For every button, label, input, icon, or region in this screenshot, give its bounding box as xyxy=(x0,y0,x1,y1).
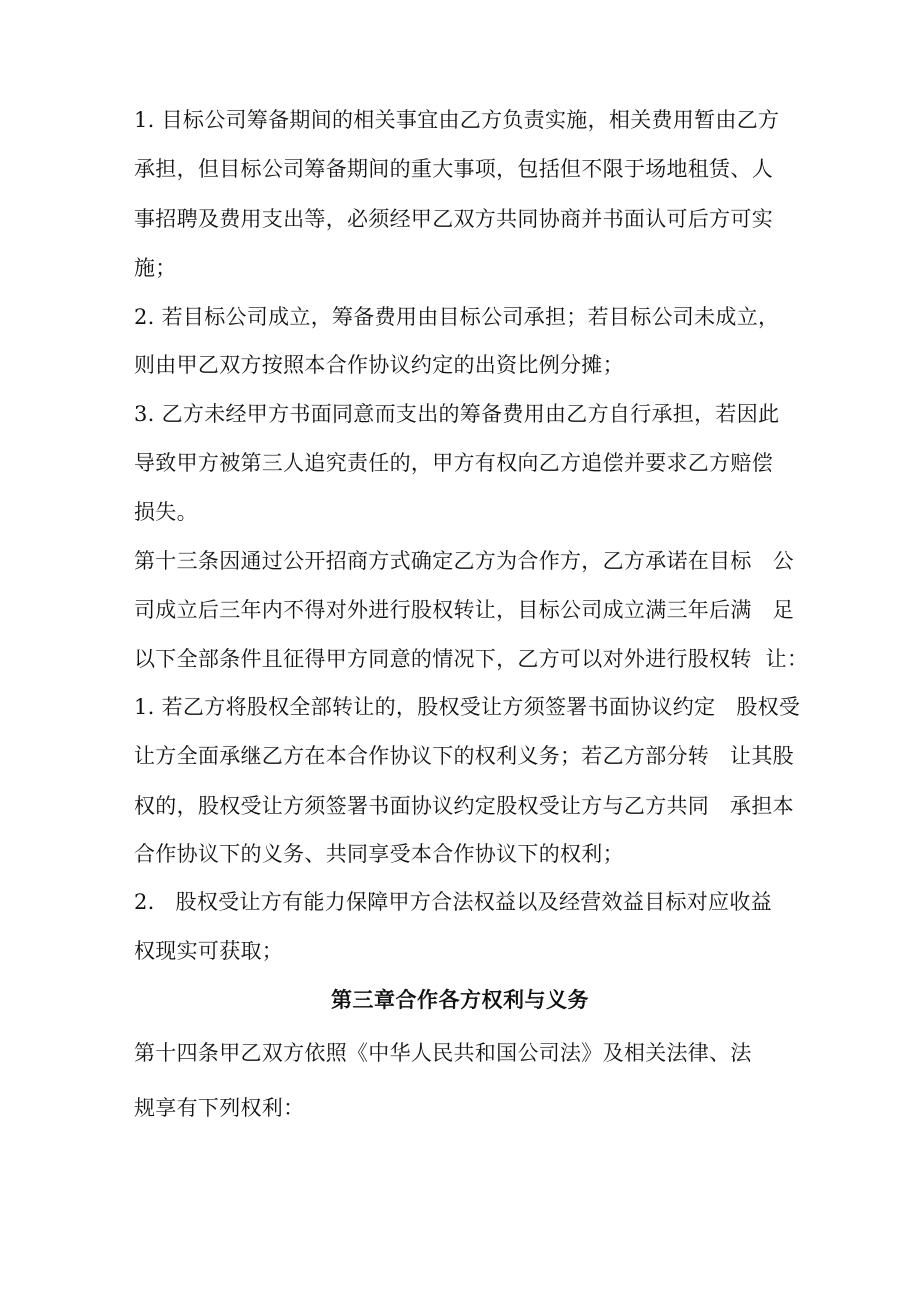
text-line: 第十三条因通过公开招商方式确定乙方为合作方，乙方承诺在目标 公 xyxy=(134,549,794,573)
text-line: 合作协议下的义务、共同享受本合作协议下的权利； xyxy=(134,842,624,866)
text-line: 让方全面承继乙方在本合作协议下的权利义务；若乙方部分转 让其股 xyxy=(134,744,794,768)
text-line: 第十四条甲乙双方依照《中华人民共和国公司法》及相关法律、法 xyxy=(134,1041,752,1065)
text-line: 1. 目标公司筹备期间的相关事宜由乙方负责实施，相关费用暂由乙方 xyxy=(134,108,780,132)
text-line: 则由甲乙双方按照本合作协议约定的出资比例分摊； xyxy=(134,353,624,377)
text-line: 损失。 xyxy=(134,500,198,524)
chapter-heading: 第三章合作各方权利与义务 xyxy=(331,987,589,1012)
text-line: 3. 乙方未经甲方书面同意而支出的筹备费用由乙方自行承担，若因此 xyxy=(134,402,780,426)
text-line: 导致甲方被第三人追究责任的，甲方有权向乙方追偿并要求乙方赔偿 xyxy=(134,451,773,475)
text-line: 2. 若目标公司成立，筹备费用由目标公司承担；若目标公司未成立， xyxy=(134,305,780,329)
text-line: 1. 若乙方将股权全部转让的，股权受让方须签署书面协议约定 股权受 xyxy=(134,695,801,719)
text-line: 施； xyxy=(134,256,177,280)
text-line: 事招聘及费用支出等，必须经甲乙双方共同协商并书面认可后方可实 xyxy=(134,207,773,231)
text-line: 规享有下列权利： xyxy=(134,1096,305,1120)
text-line: 权现实可获取； xyxy=(134,939,284,963)
text-line: 承担，但目标公司筹备期间的重大事项，包括但不限于场地租赁、人 xyxy=(134,157,773,181)
text-line: 权的，股权受让方须签署书面协议约定股权受让方与乙方共同 承担本 xyxy=(134,794,794,818)
text-line: 2. 股权受让方有能力保障甲方合法权益以及经营效益目标对应收益 xyxy=(134,890,772,914)
text-line: 以下全部条件且征得甲方同意的情况下，乙方可以对外进行股权转 让： xyxy=(134,647,809,671)
text-line: 司成立后三年内不得对外进行股权转让，目标公司成立满三年后满 足 xyxy=(134,598,794,622)
